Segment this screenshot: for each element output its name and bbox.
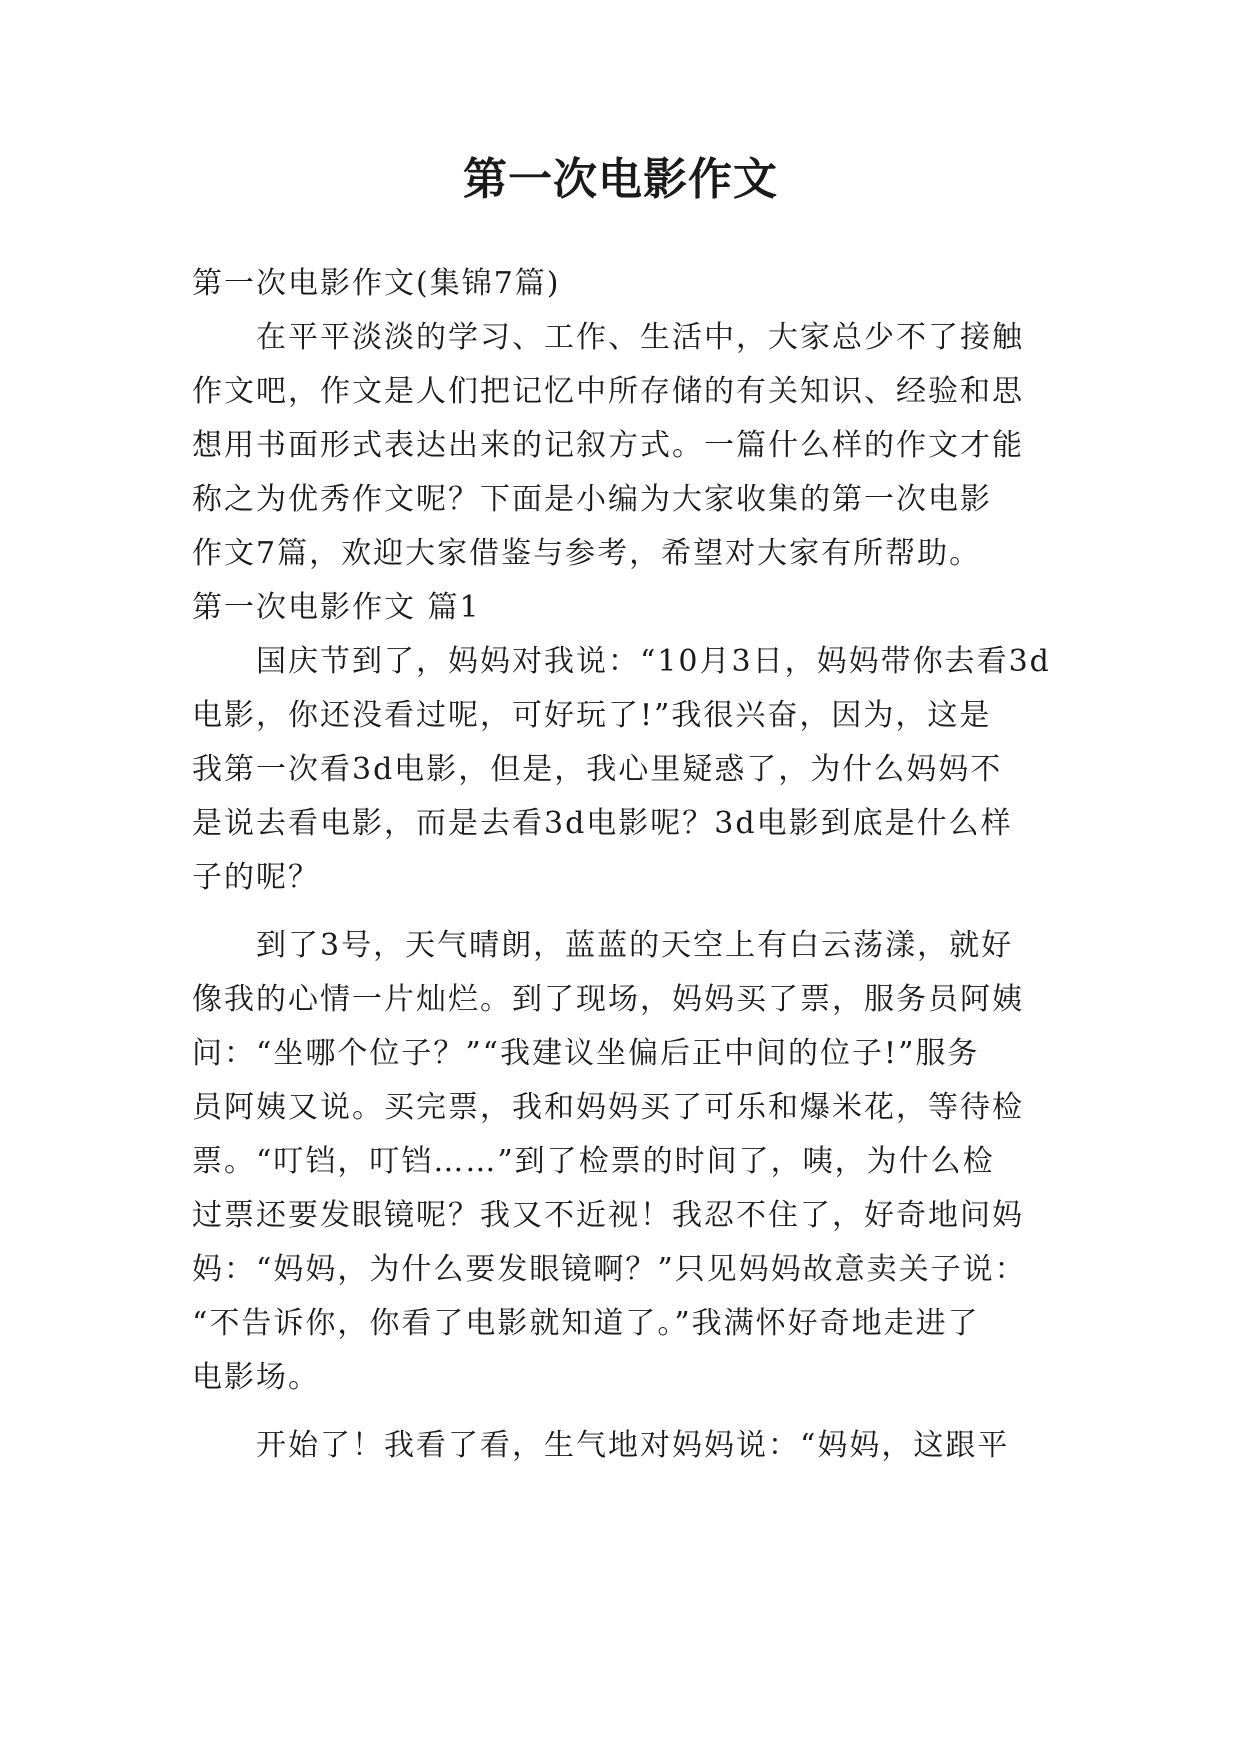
para1-line-3: 我第一次看3d电影，但是，我心里疑惑了，为什么妈妈不 — [192, 752, 1003, 787]
intro-line-1: 在平平淡淡的学习、工作、生活中，大家总少不了接触 — [256, 320, 1024, 355]
para2-line-3: 问：“坐哪个位子？”“我建议坐偏后正中间的位子!”服务 — [192, 1036, 980, 1071]
intro-line-5: 作文7篇，欢迎大家借鉴与参考，希望对大家有所帮助。 — [192, 536, 982, 571]
collection-heading: 第一次电影作文(集锦7篇) — [192, 266, 561, 301]
intro-line-3: 想用书面形式表达出来的记叙方式。一篇什么样的作文才能 — [192, 428, 1024, 463]
para2-line-5: 票。“叮铛，叮铛……”到了检票的时间了，咦，为什么检 — [192, 1144, 995, 1179]
section-heading-1: 第一次电影作文 篇1 — [192, 590, 481, 625]
para2-line-6: 过票还要发眼镜呢？我又不近视！我忍不住了，好奇地问妈 — [192, 1198, 1024, 1233]
para2-line-4: 员阿姨又说。买完票，我和妈妈买了可乐和爆米花，等待检 — [192, 1090, 1024, 1125]
para2-line-8: “不告诉你，你看了电影就知道了。”我满怀好奇地走进了 — [192, 1306, 980, 1341]
para2-line-9: 电影场。 — [192, 1360, 320, 1395]
document-title: 第一次电影作文 — [463, 154, 778, 205]
para2-line-1: 到了3号，天气晴朗，蓝蓝的天空上有白云荡漾，就好 — [256, 928, 1014, 963]
para2-line-7: 妈：“妈妈，为什么要发眼镜啊？”只见妈妈故意卖关子说： — [192, 1252, 1027, 1287]
intro-line-2: 作文吧，作文是人们把记忆中所存储的有关知识、经验和思 — [192, 374, 1024, 409]
intro-line-4: 称之为优秀作文呢？下面是小编为大家收集的第一次电影 — [192, 482, 992, 517]
para1-line-1: 国庆节到了，妈妈对我说：“10月3日，妈妈带你去看3d — [256, 644, 1051, 679]
para1-line-5: 子的呢？ — [192, 860, 320, 895]
para2-line-2: 像我的心情一片灿烂。到了现场，妈妈买了票，服务员阿姨 — [192, 982, 1024, 1017]
para1-line-2: 电影，你还没看过呢，可好玩了!”我很兴奋，因为，这是 — [192, 698, 992, 733]
para3-line-1: 开始了！我看了看，生气地对妈妈说：“妈妈，这跟平 — [256, 1428, 1010, 1463]
para1-line-4: 是说去看电影，而是去看3d电影呢？3d电影到底是什么样 — [192, 806, 1013, 841]
